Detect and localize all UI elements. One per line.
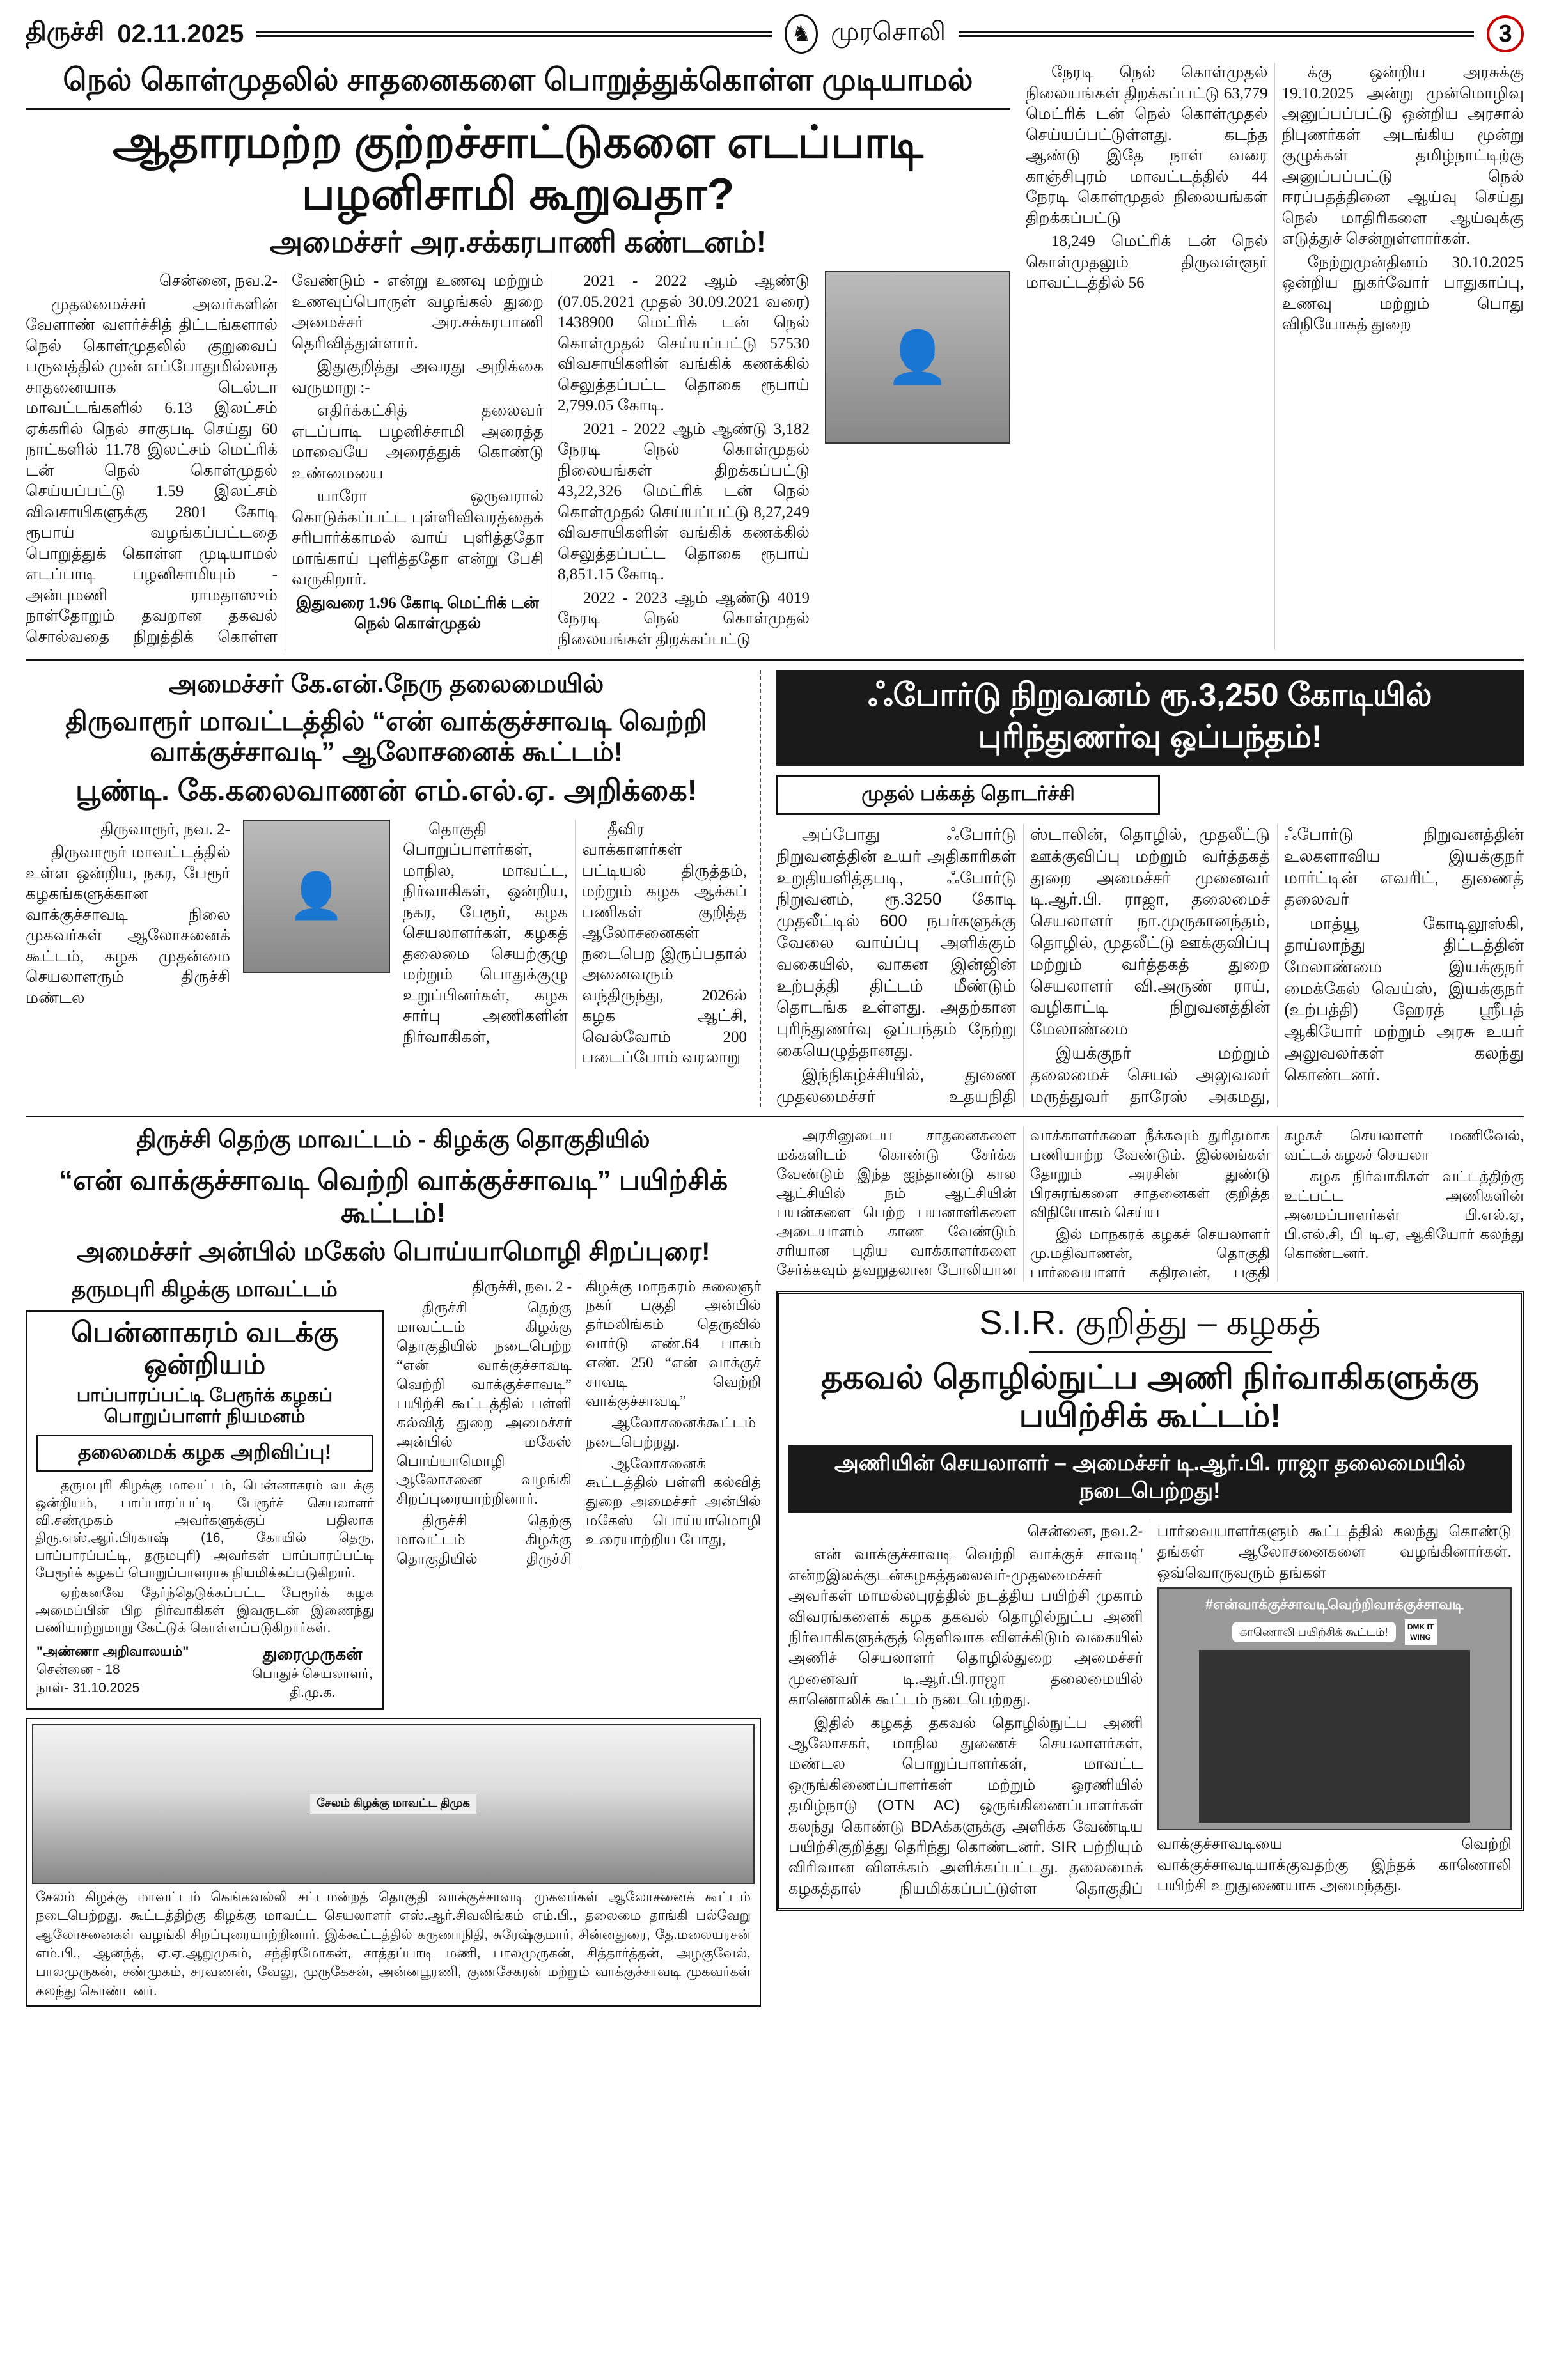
- notice-date: நாள்- 31.10.2025: [36, 1680, 140, 1695]
- lead-kicker: நெல் கொள்முதலில் சாதனைகளை பொறுத்துக்கொள்ள முடியாமல்: [63, 63, 973, 97]
- photo-hashtag: #என்வாக்குச்சாவடிவெற்றிவாக்குச்சாவடி: [1205, 1596, 1464, 1613]
- minister-photo: [825, 271, 1010, 444]
- thiruvarur-paragraph: திருவாரூர் மாவட்டத்தில் உள்ள ஒன்றிய, நகர, பேரூர் கழகங்களுக்கான வாக்குச்சாவடி நிலை முகவர்கள் ஆலோசனைக் கூட்டம், கழக முதன்மை செயலாளரும் திருச்சி மண்டல: [26, 844, 230, 1007]
- thiruvarur-body-col1: [26, 820, 230, 1069]
- ford-body: [776, 824, 1524, 1107]
- trichy-paragraph: திருச்சி தெற்கு மாவட்டம் கிழக்கு தொகுதியில் நடைபெற்ற “என் வாக்குச்சாவடி வெற்றி வாக்குச்சாவடி” பயிற்சி கூட்டத்தில் பள்ளி கல்வித் துறை அமைச்சர் அன்பில் மகேஸ் பொய்யாமொழி ஆலோசனை வழங்கி சிறப்புரையாற்றினார்.: [396, 1300, 572, 1507]
- continued-label: முதல் பக்கத் தொடர்ச்சி: [776, 775, 1160, 815]
- ford-paragraph: இந்நிகழ்ச்சியில், துணை முதலமைச்சர் உதயநிதி ஸ்டாலின், தொழில், முதலீட்டு ஊக்குவிப்பு மற்றும் வர்த்தகத் துறை அமைச்சர் முனைவர் டி.ஆர்.பி. ராஜா, தலைமைச் செயலாளர் நா.முருகானந்தம், தொழில், முதலீட்டு ஊக்குவிப்பு மற்றும் வர்த்தகத் துறை செயலாளர் வி.அருண் ராய், வழிகாட்டி நிறுவனத்தின் மேலாண்மை: [776, 825, 1270, 1106]
- sir-box: [776, 1291, 1524, 1911]
- thiruvarur-dateline: திருவாரூர், நவ. 2-: [100, 820, 230, 838]
- ford-paragraph: மாத்யூ கோடிலூஸ்கி, தாய்லாந்து திட்டத்தின் மேலாண்மை இயக்குநர் மைக்கேல் வெய்ஸ், இயக்குநர் (உற்பத்தி) ஹேரத் ஸ்ரீபத் ஆகியோர் மற்றும் அரசு உயர் அலுவலர்கள் கலந்து கொண்டனர்.: [1284, 914, 1524, 1084]
- dharmapuri-notice: [26, 1277, 384, 1710]
- notice-place: "அண்ணா அறிவாலயம்": [36, 1644, 189, 1660]
- ford-article: [776, 670, 1524, 1107]
- ford-banner: ஃபோர்டு நிறுவனம் ரூ.3,250 கோடியில் புரிந்துணர்வு ஒப்பந்தம்!: [776, 670, 1524, 766]
- person-icon: 👤: [288, 870, 345, 921]
- lead-headline: ஆதாரமற்ற குற்றச்சாட்டுகளை எடப்பாடி பழனிசாமி கூறுவதா?: [113, 117, 923, 219]
- trichy-headline: “என் வாக்குச்சாவடி வெற்றி வாக்குச்சாவடி” பயிற்சிக் கூட்டம்!: [58, 1165, 728, 1229]
- lead-year-item: 2022 - 2023 ஆம் ஆண்டு 4019 நேரடி நெல் கொள்முதல் நிலையங்கள் திறக்கப்பட்டு: [558, 589, 810, 648]
- lead-year-item: 2021 - 2022 ஆம் ஆண்டு 3,182 நேரடி நெல் கொள்முதல் நிலையங்கள் திறக்கப்பட்டு 43,22,326 மெட்ரிக் டன் நெல் கொள்முதல் செய்யப்பட்டு 8,27,249 விவசாயிகளின் வங்கிக் கணக்கில் செலுத்தப்பட்ட தொகை ரூபாய் 8,851.15 கோடி.: [558, 420, 810, 583]
- bottom-left: [26, 1126, 761, 2007]
- thiruvarur-kicker: அமைச்சர் கே.என்.நேரு தலைமையில்: [168, 670, 604, 698]
- paper-logo-icon: ♞: [785, 14, 818, 54]
- sir-body: [788, 1521, 1512, 1899]
- kicker-rule: [26, 108, 1010, 110]
- dmk-it-wing-logo: DMK IT WING: [1405, 1619, 1437, 1645]
- thiruvarur-article: [26, 670, 761, 1107]
- lead-dateline: சென்னை, நவ.2-: [159, 272, 278, 290]
- lead-article: [26, 63, 1524, 650]
- sir-paragraph: வாக்குச்சாவடியை வெற்றி வாக்குச்சாவடியாக்குவதற்கு இந்தக் காணொலி பயிற்சி உறுதுணையாக அமைந்தது.: [1157, 1835, 1512, 1895]
- trichy-paragraph: இல் மாநகரக் கழகச் செயலாளர் மு.மதிவாணன், தொகுதி பார்வையாளர் கதிரவன், பகுதி கழகச் செயலாளர் மணிவேல், வட்டக் கழகச் செயலா: [1030, 1128, 1524, 1280]
- lead-paragraph: யாரோ ஒருவரால் கொடுக்கப்பட்ட புள்ளிவிவரத்தைக் சரிபார்க்காமல் வாய் புளித்ததோ மாங்காய் புளித்ததோ என்று பேசி வருகிறார்.: [292, 488, 544, 588]
- section-divider: [26, 659, 1524, 661]
- dharmapuri-headline: பென்னாகரம் வடக்கு ஒன்றியம்: [71, 1316, 338, 1381]
- sir-headline: தகவல் தொழில்நுட்ப அணி நிர்வாகிகளுக்கு பயிற்சிக் கூட்டம்!: [821, 1359, 1479, 1435]
- lead-subhead: அமைச்சர் அர.சக்கரபாணி கண்டனம்!: [269, 225, 767, 258]
- sir-dateline: சென்னை, நவ.2-: [1027, 1523, 1143, 1541]
- dharmapuri-subhead: பாப்பாரப்பட்டி பேரூர்க் கழகப் பொறுப்பாளர் நியமனம்: [76, 1385, 333, 1427]
- thiruvarur-paragraph: தீவிர வாக்காளர்கள் பட்டியல் திருத்தம், மற்றும் கழக ஆக்கப் பணிகள் குறித்த ஆலோசனைகள் நடைபெற இருப்பதால் அனைவரும் வந்திருந்து, 2026ல் கழக ஆட்சி, வெல்வோம் 200 படைப்போம் வரலாறு: [582, 820, 747, 1067]
- lead-paragraph: எதிர்க்கட்சித் தலைவர் எடப்பாடி பழனிச்சாமி அரைத்த மாவையே அரைத்துக் கொண்டு உண்மையை: [292, 402, 544, 482]
- notice-designation: பொதுச் செயலாளர்,: [252, 1667, 373, 1682]
- edition-city: திருச்சி: [26, 18, 105, 46]
- stage-banner-text: சேலம் கிழக்கு மாவட்ட திமுக: [310, 1794, 476, 1814]
- thiruvarur-paragraph: தொகுதி பொறுப்பாளர்கள், மாநில, மாவட்ட, நிர்வாகிகள், ஒன்றிய, நகர, பேரூர், கழக செயலாளர்கள், கழகத் தலைமை செயற்குழு மற்றும் பொதுக்குழு உறுப்பினர்கள், கழக சார்பு அணிகளின் நிர்வாகிகள்,: [403, 820, 568, 1046]
- notice-party: தி.மு.க.: [289, 1684, 336, 1700]
- lead-box-heading: இதுவரை 1.96 கோடி மெட்ரிக் டன் நெல் கொள்முதல்: [296, 594, 539, 632]
- video-conference-photo: [1157, 1587, 1512, 1830]
- trichy-paragraph: ஆலோசனைக் கூட்டத்தில் பள்ளி கல்வித் துறை அமைச்சர் அன்பில் மகேஸ் பொய்யாமொழி உரையாற்றிய போது,: [586, 1455, 761, 1548]
- mla-photo: [243, 820, 390, 973]
- thiruvarur-subhead: பூண்டி. கே.கலைவாணன் எம்.எல்.ஏ. அறிக்கை!: [75, 773, 697, 807]
- section-divider: [26, 1116, 1524, 1117]
- sir-paragraph: என் வாக்குச்சாவடி வெற்றி வாக்குச் சாவடி' என்றஇலக்குடன்கழகத்தலைவர்-முதலமைச்சர் அவர்கள் மாமல்லபுரத்தில் நடத்திய பயிற்சி முகாம் விவரங்களைக் கழக தகவல் தொழில்நுட்ப அணி நிர்வாகிகளுக்குத் தெளிவாக விளக்கிடும் வகையில் அணிச் செயலாளர் தொழில்துறை அமைச்சர் முனைவர் டி.ஆர்.பி.ராஜா தலைமையில் காணொலிக் கூட்டம் நடைபெற்றது.: [788, 1546, 1143, 1709]
- header-rule-right: [959, 31, 1474, 37]
- notice-city: சென்னை - 18: [36, 1662, 120, 1677]
- salem-meeting-photo: [32, 1724, 755, 1884]
- ford-paragraph: இயக்குநர் மற்றும் தலைமைச் செயல் அலுவலர் மருத்துவர் தாரேஸ் அகமது, ஃபோர்டு நிறுவனத்தின் உலகளாவிய இயக்குநர் மார்ட்டின் எவரிட், துணைத் தலைவர்: [1030, 825, 1524, 1106]
- trichy-paragraph: ஆலோசனைக்கூட்டம் நடைபெற்றது.: [586, 1414, 756, 1450]
- photo-caption: சேலம் கிழக்கு மாவட்டம் கெங்கவல்லி சட்டமன்றத் தொகுதி வாக்குச்சாவடி முகவர்கள் ஆலோசனைக் கூட்டம் நடைபெற்றது. கூட்டத்திற்கு கிழக்கு மாவட்ட செயலாளர் எஸ்.ஆர்.சிவலிங்கம் எம்.பி., தலைமை தாங்கி பல்வேறு ஆலோசனைகள் வழங்கி சிறப்புரையாற்றினார். இக்கூட்டத்தில் கருணாநிதி, சுரேஷ்குமார், சின்னதுரை, தே.மலையரசன் எம்.பி., ஆனந்த், ஏ.ஏ.ஆறுமுகம், சந்திரமோகன், சாத்தப்பாடி மணி, பாலமுருகன், சித்தார்த்தன், அழகுவேல், பாலமுருகன், சண்முகம், சரவணன், வேலு, முருகேசன், அன்னபூரணி, குணசேகரன் மற்றும் வாக்குச்சாவடி முகவர்கள் கலந்து கொண்டனர்.: [36, 1889, 751, 1998]
- notice-paragraph: ஏற்கனவே தேர்ந்தெடுக்கப்பட்ட பேரூர்க் கழக அமைப்பின் பிற நிர்வாகிகள் இவருடன் இணைந்து பணியாற்றுமாறு கேட்டுக் கொள்ளப்படுகிறார்கள்.: [35, 1585, 374, 1635]
- trichy-subhead: அமைச்சர் அன்பில் மகேஸ் பொய்யாமொழி சிறப்புரை!: [76, 1237, 710, 1266]
- salem-photo-box: [26, 1718, 761, 2007]
- video-grid: [1199, 1650, 1470, 1823]
- lead-paragraph: இதுகுறித்து அவரது அறிக்கை வருமாறு :-: [292, 358, 544, 396]
- bottom-right: [776, 1126, 1524, 2007]
- bottom-row: [26, 1126, 1524, 2007]
- sir-paragraph: இதில் கழகத் தகவல் தொழில்நுட்ப அணி ஆலோசகர், மாநில துணைச் செயலாளர்கள், மண்டல பொறுப்பாளர்கள், மாவட்ட ஒருங்கிணைப்பாளர்கள் மற்றும் ஓரணியில் தமிழ்நாடு (OTN AC) ஒருங்கிணைப்பாளர்கள் கலந்து கொண்டு BDAக்களுக்கு அளிக்க வேண்டிய பயிற்சிகுறித்து தெரிந்து கொண்டனர். SIR பற்றியும் விரிவான விளக்கம் அளிக்கப்பட்டது. தலைமைக் கழகத்தால் நியமிக்கப்பட்டுள்ள தொகுதிப் பார்வையாளர்களும் கூட்டத்தில் கலந்து கொண்டு தங்கள் ஆலோசனைகளை வழங்கினார்கள். ஒவ்வொருவரும் தங்கள்: [788, 1523, 1512, 1897]
- notice-label: தலைமைக் கழக அறிவிப்பு!: [36, 1435, 373, 1472]
- header-rule-left: [256, 31, 772, 37]
- lead-paragraph: 18,249 மெட்ரிக் டன் நெல் கொள்முதலும் திருவள்ளூர் மாவட்டத்தில் 56: [1026, 233, 1268, 292]
- sir-kicker: S.I.R. குறித்து – கழகத்: [979, 1303, 1321, 1342]
- edition-date: 02.11.2025: [117, 19, 244, 48]
- trichy-dateline: திருச்சி, நவ. 2 -: [472, 1278, 572, 1295]
- dharmapuri-kicker: தருமபுரி கிழக்கு மாவட்டம்: [72, 1277, 338, 1302]
- lead-paragraph: நேற்றுமுன்தினம் 30.10.2025 ஒன்றிய நுகர்வோர் பாதுகாப்பு, உணவு மற்றும் பொது விநியோகத் துறை: [1281, 253, 1524, 333]
- trichy-kicker: திருச்சி தெற்கு மாவட்டம் - கிழக்கு தொகுதியில்: [136, 1126, 650, 1154]
- trichy-body-left: [396, 1277, 761, 1569]
- thiruvarur-body-col2: [403, 820, 747, 1069]
- ford-paragraph: அப்போது ஃபோர்டு நிறுவனத்தின் உயர் அதிகாரிகள் உறுதியளித்தபடி, ஃபோர்டு நிறுவனம், ரூ.3250 கோடி முதலீட்டில் 600 நபர்களுக்கு வேலை வாய்ப்பு அளிக்கும் வகையில், வாகன இன்ஜின் உற்பத்தி திட்டம் மீண்டும் தொடங்க உள்ளது. அதற்கான புரிந்துணர்வு ஒப்பந்தம் நேற்று கையெழுத்தானது.: [776, 825, 1016, 1060]
- thiruvarur-headline: திருவாரூர் மாவட்டத்தில் “என் வாக்குச்சாவடி வெற்றி வாக்குச்சாவடி” ஆலோசனைக் கூட்டம்!: [65, 706, 707, 767]
- second-row: [26, 670, 1524, 1107]
- lead-paragraph: நேரடி நெல் கொள்முதல் நிலையங்கள் திறக்கப்பட்டு 63,779 மெட்ரிக் டன் நெல் கொள்முதல் செய்யப்பட்டுள்ளது. கடந்த ஆண்டு இதே நாள் வரை காஞ்சிபுரம் மாவட்டத்தில் 44 நேரடி கொள்முதல் நிலையங்கள் திறக்கப்பட்டு: [1026, 64, 1268, 227]
- lead-paragraph: க்கு ஒன்றிய அரசுக்கு 19.10.2025 அன்று முன்மொழிவு அனுப்பப்பட்டு ஒன்றிய அரசால் நிபுணர்கள் அடங்கிய மூன்று குழுக்கள் தமிழ்நாட்டிற்கு அனுப்பப்பட்டு நெல் ஈரப்பதத்தினை ஆய்வு செய்து நெல் மாதிரிகளை ஆய்வுக்கு எடுத்துச் சென்றுள்ளார்கள்.: [1281, 64, 1524, 247]
- trichy-paragraph: கழக நிர்வாகிகள் வட்டத்திற்கு உட்பட்ட அணிகளின் அமைப்பாளர்கள் பி.எல்.ஏ, பி.எல்.சி, பி டி.ஏ, ஆகியோர் கலந்து கொண்டனர்.: [1284, 1169, 1524, 1261]
- notice-footer: [27, 1639, 382, 1702]
- lead-year-item: 2021 - 2022 ஆம் ஆண்டு (07.05.2021 முதல் 30.09.2021 வரை) 1438900 மெட்ரிக் டன் நெல் கொள்முதல் செய்யப்பட்டு 57530 விவசாயிகளின் வங்கிக் கணக்கில் செலுத்தப்பட்ட தொகை ரூபாய் 2,799.05 கோடி.: [558, 272, 810, 414]
- notice-signatory: துரைமுருகன்: [262, 1644, 363, 1664]
- photo-tag: காணொலி பயிற்சிக் கூட்டம்!: [1232, 1622, 1396, 1642]
- page-number: 3: [1487, 15, 1524, 52]
- person-icon: 👤: [886, 329, 950, 385]
- lead-paragraph: முதலமைச்சர் அவர்களின் வேளாண் வளர்ச்சித் திட்டங்களால் நெல் கொள்முதலில் குறுவைப் பருவத்தில் முன் எப்போதுமில்லாத சாதனையாக டெல்டா மாவட்டங்களில் 6.13 இலட்சம் ஏக்கரில் நெல் சாகுபடி செய்து 60 நாட்களில் 11.78 இலட்சம் மெட்ரிக் டன் நெல் கொள்முதல் செய்யப்பட்டு 1.59 இலட்சம் விவசாயிகளுக்கு 2801 கோடி ரூபாய் வழங்கப்பட்டதை பொறுத்துக் கொள்ள முடியாமல் எடப்பாடி பழனிசாமியும் - அன்புமணி ராமதாஸும் நாள்தோறும் தவறான தகவல் சொல்வதை நிறுத்திக் கொள்ள வேண்டும் - என்று உணவு மற்றும் உணவுப்பொருள் வழங்கல் துறை அமைச்சர் அர.சக்கரபாணி தெரிவித்துள்ளார்.: [26, 272, 544, 646]
- notice-paragraph: தருமபுரி கிழக்கு மாவட்டம், பென்னாகரம் வடக்கு ஒன்றியம், பாப்பாரப்பட்டி பேரூர்ச் செயலாளர் வி.சண்முகம் அவர்களுக்குப் பதிலாக திரு.எஸ்.ஆர்.பிரகாஷ் (16, கோயில் தெரு, பாப்பாரப்பட்டி, தருமபுரி) அவர்கள் பாப்பாரப்பட்டி பேரூர்க் கழகப் பொறுப்பாளராக நியமிக்கப்படுகிறார்.: [35, 1478, 374, 1580]
- lead-body-left: [26, 271, 810, 650]
- paper-name: முரசொலி: [831, 18, 946, 46]
- lead-body-right: [1026, 63, 1524, 650]
- trichy-paragraph: அரசினுடைய சாதனைகளை மக்களிடம் கொண்டு சேர்க்க வேண்டும் இந்த ஐந்தாண்டு கால ஆட்சியில் நம் ஆட்சியின் பயன்களை பெற்ற பயனாளிகளை அடையாளம் காண வேண்டும் சரியான புதிய வாக்காளர்களை சேர்க்கவும் தவறுதலான போலியான வாக்காளர்களை நீக்கவும் துரிதமாக பணியாற்ற வேண்டும். இல்லங்கள் தோறும் அரசின் துண்டு பிரசுரங்களை சாதனைகள் குறித்த விநியோகம் செய்ய: [776, 1128, 1270, 1278]
- kicker-rule: [1029, 1351, 1272, 1353]
- page-header: [26, 12, 1524, 56]
- trichy-body-right: [776, 1126, 1524, 1282]
- trichy-paragraph: திருச்சி தெற்கு மாவட்டம் கிழக்கு தொகுதியில் திருச்சி கிழக்கு மாநகரம் கலைஞர் நகர் பகுதி அன்பில் தர்மலிங்கம் தெருவில் வார்டு எண்.64 பாகம் எண். 250 “என் வாக்குச் சாவடி வெற்றி வாக்குச்சாவடி”: [396, 1278, 761, 1567]
- dharmapuri-notice-box: [26, 1310, 384, 1710]
- sir-banner: அணியின் செயலாளர் – அமைச்சர் டி.ஆர்.பி. ராஜா தலைமையில் நடைபெற்றது!: [788, 1445, 1512, 1513]
